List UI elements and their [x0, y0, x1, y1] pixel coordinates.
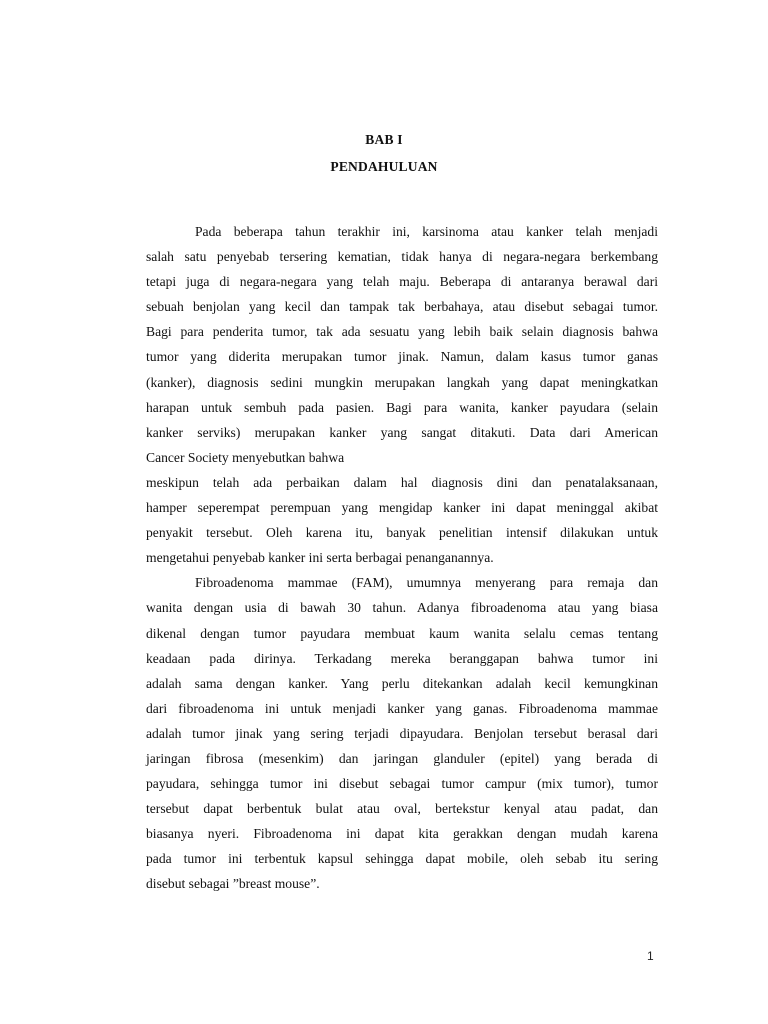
paragraph-line: adalah tumor jinak yang sering terjadi dipayudara. Benjolan tersebut berasal dari [146, 725, 658, 741]
paragraph-line: dari fibroadenoma ini untuk menjadi kanker yang ganas. Fibroadenoma mammae [146, 700, 658, 716]
paragraph-line: payudara, sehingga tumor ini disebut sebagai tumor campur (mix tumor), tumor [146, 776, 658, 792]
paragraph-line: biasanya nyeri. Fibroadenoma ini dapat kita gerakkan dengan mudah karena [146, 826, 658, 842]
paragraph-line: tumor yang diderita merupakan tumor jinak. Namun, dalam kasus tumor ganas [146, 349, 658, 365]
paragraph-line: Pada beberapa tahun terakhir ini, karsinoma atau kanker telah menjadi [195, 224, 658, 239]
paragraph-line: tersebut dapat berbentuk bulat atau oval, bertekstur kenyal atau padat, dan [146, 801, 658, 817]
paragraph-line: (kanker), diagnosis sedini mungkin merupakan langkah yang dapat meningkatkan [146, 374, 658, 390]
paragraph-line: adalah sama dengan kanker. Yang perlu ditekankan adalah kecil kemungkinan [146, 675, 658, 691]
paragraph-line: disebut sebagai ”breast mouse”. [146, 876, 320, 892]
paragraph-line: pada tumor ini terbentuk kapsul sehingga dapat mobile, oleh sebab itu sering [146, 851, 658, 867]
paragraph-line: Cancer Society menyebutkan bahwa [146, 449, 345, 465]
paragraph-line: hamper seperempat perempuan yang mengidap kanker ini dapat meninggal akibat [146, 500, 658, 516]
paragraph-line: kanker serviks) merupakan kanker yang sangat ditakuti. Data dari American [146, 424, 658, 440]
paragraph-line: Bagi para penderita tumor, tak ada sesuatu yang lebih baik selain diagnosis bahwa [146, 324, 658, 340]
paragraph-line: jaringan fibrosa (mesenkim) dan jaringan glanduler (epitel) yang berada di [146, 750, 658, 766]
paragraph-line: harapan untuk sembuh pada pasien. Bagi para wanita, kanker payudara (selain [146, 399, 658, 415]
body-text [146, 219, 658, 897]
paragraph-line: mengetahui penyebab kanker ini serta berbagai penanganannya. [146, 550, 494, 566]
chapter-title: PENDAHULUAN [330, 159, 438, 174]
paragraph-line: dikenal dengan tumor payudara membuat kaum wanita selalu cemas tentang [146, 625, 658, 641]
paragraph-line: tetapi juga di negara-negara yang telah maju. Beberapa di antaranya berawal dari [146, 274, 658, 290]
page-number: 1 [647, 949, 654, 963]
paragraph-line: penyakit tersebut. Oleh karena itu, banyak penelitian intensif dilakukan untuk [146, 525, 658, 541]
paragraph-line: meskipun telah ada perbaikan dalam hal diagnosis dini dan penatalaksanaan, [146, 474, 658, 490]
paragraph-line: Fibroadenoma mammae (FAM), umumnya menyerang para remaja dan [195, 575, 658, 591]
paragraph-line: salah satu penyebab tersering kematian, tidak hanya di negara-negara berkembang [146, 249, 658, 265]
paragraph-line: wanita dengan usia di bawah 30 tahun. Adanya fibroadenoma atau yang biasa [146, 600, 658, 616]
paragraph-line: sebuah benjolan yang kecil dan tampak tak berbahaya, atau disebut sebagai tumor. [146, 299, 658, 315]
paragraph-line: keadaan pada dirinya. Terkadang mereka beranggapan bahwa tumor ini [146, 650, 658, 666]
chapter-number: BAB I [365, 132, 403, 147]
